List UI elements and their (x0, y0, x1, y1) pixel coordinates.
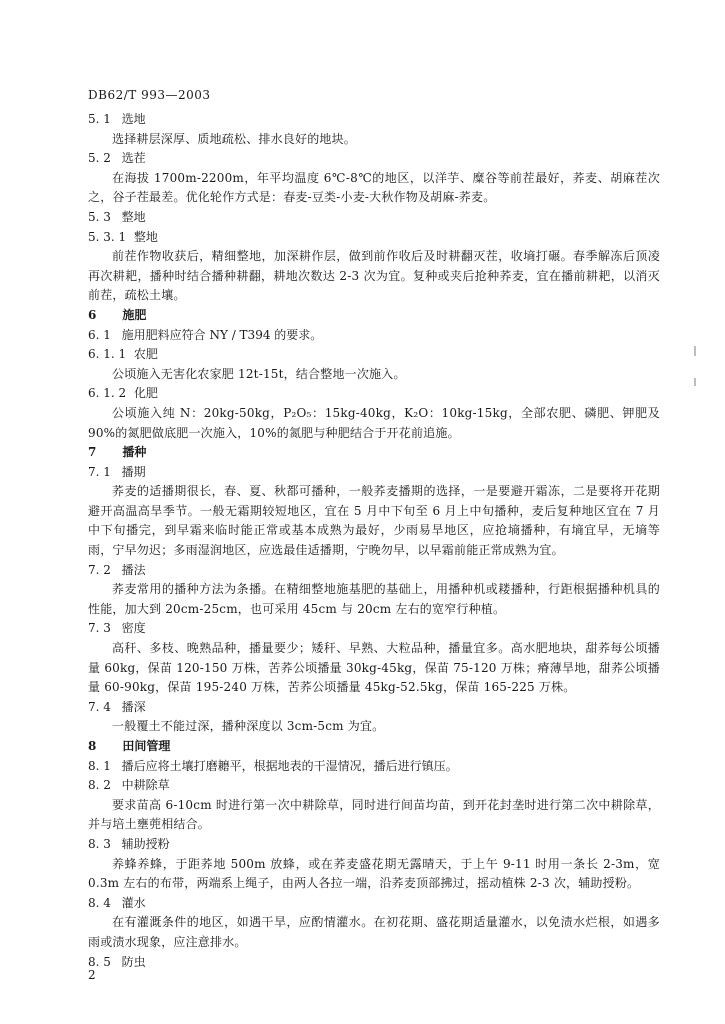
section-heading (88, 208, 660, 228)
document-body (88, 110, 660, 972)
section-title: 施用肥料应符合 NY / T394 的要求。 (121, 327, 323, 342)
section-number: 8. 4 (88, 895, 111, 910)
section-number: 7. 2 (88, 562, 111, 577)
scan-edge-mark (694, 378, 696, 386)
paragraph: 荞麦的适播期很长，春、夏、秋都可播种，一般荞麦播期的选择，一是要避开霜冻，二是要将开花期避开高温高旱季节。一般无霜期较短地区，宜在 5 月中下旬至 6 月上中旬播种，麦后复种地区宜在 7 月中下旬播完，到早霜来临时能正常或基本成熟为最好，少雨易旱地区，应抢墒播种，有墒宜早，无墒等雨，宁早勿迟；多雨湿润地区，应选最佳适播期，宁晚勿早，以早霜前能正常成熟为宜。 (88, 484, 660, 558)
document-code: DB62/T 993—2003 (88, 88, 211, 102)
section-title: 灌水 (121, 895, 146, 910)
paragraph: 养蜂养蜂，于距荞地 500m 放蜂，或在荞麦盛花期无露晴天，于上午 9-11 时用一条长 2-3m，宽 0.3m 左右的布带，两端系上绳子，由两人各拉一端，沿荞麦顶部拂过，摇动植株 2-3 次，辅助授粉。 (88, 856, 660, 891)
section-heading (88, 894, 660, 914)
section-heading (88, 698, 660, 718)
paragraph: 选择耕层深厚、质地疏松、排水良好的地块。 (112, 131, 357, 146)
section-number: 8. 3 (88, 836, 111, 851)
section-title: 整地 (133, 229, 158, 244)
paragraph: 前茬作物收获后，精细整地，加深耕作层，做到前作收后及时耕翻灭茬，收墒打碾。春季解冻后顶凌再次耕耙，播种时结合播种耕翻，耕地次数达 2-3 次为宜。复种或夹后抢种荞麦，宜在播前耕耙，以消灭前茬，疏松土壤。 (88, 249, 660, 303)
paragraph: 高秆、多枝、晚熟品种，播量要少；矮秆、早熟、大粒品种，播量宜多。高水肥地块，甜荞每公顷播量 60kg，保苗 120-150 万株，苦荞公顷播量 30kg-45kg，保苗 75-120 万株；瘠薄旱地，甜荞公顷播量 60-90kg，保苗 195-240 万株，苦荞公顷播量 45kg-52.5kg，保苗 165-225 万株。 (88, 641, 660, 695)
section-heading (88, 149, 660, 169)
section-number: 6. 1. 1 (88, 347, 127, 362)
section-heading (88, 443, 660, 463)
section-heading (88, 835, 660, 855)
section-number: 6 (88, 307, 97, 322)
paragraph: 公顷施入纯 N：20kg-50kg，P₂O₅：15kg-40kg，K₂O：10kg-15kg，全部农肥、磷肥、钾肥及 90%的氮肥做底肥一次施入，10%的氮肥与种肥结合于开花前追施。 (88, 405, 660, 440)
section-title: 播期 (121, 464, 146, 479)
section-number: 8 (88, 739, 97, 753)
section-heading (88, 757, 660, 777)
section-number: 5. 1 (88, 112, 111, 126)
section-title: 密度 (121, 621, 146, 636)
section-heading (88, 463, 660, 483)
section-heading (88, 619, 660, 639)
section-title: 防虫 (121, 954, 146, 969)
section-number: 6. 1. 2 (88, 386, 127, 401)
section-number: 7. 3 (88, 621, 111, 636)
section-number: 6. 1 (88, 327, 111, 342)
section-number: 5. 2 (88, 151, 111, 166)
section-heading (88, 384, 660, 404)
section-heading (88, 306, 660, 326)
section-number: 8. 2 (88, 778, 111, 793)
section-title: 整地 (121, 209, 146, 224)
section-title: 播深 (121, 699, 146, 714)
section-title: 播法 (121, 562, 146, 577)
section-heading (88, 953, 660, 973)
paragraph: 荞麦常用的播种方法为条播。在精细整地施基肥的基础上，用播种机或耧播种，行距根据播种机具的性能，加大到 20cm-25cm，也可采用 45cm 与 20cm 左右的宽窄行种植。 (88, 582, 660, 616)
section-title: 播后应将土壤打磨耱平，根据地表的干湿情况，播后进行镇压。 (121, 758, 458, 773)
scan-edge-mark (694, 346, 696, 356)
section-title: 化肥 (133, 386, 158, 401)
section-title: 选茬 (121, 151, 146, 166)
section-heading (88, 228, 660, 248)
section-number: 5. 3 (88, 209, 111, 224)
paragraph: 要求苗高 6-10cm 时进行第一次中耕除草，同时进行间苗均苗，到开花封垄时进行第二次中耕除草，并与培土壅蔸相结合。 (88, 797, 660, 832)
section-title: 农肥 (133, 347, 158, 362)
paragraph: 公顷施入无害化农家肥 12t-15t，结合整地一次施入。 (112, 366, 406, 381)
section-heading (88, 326, 660, 346)
section-heading (88, 345, 660, 365)
paragraph: 一般覆土不能过深，播种深度以 3cm-5cm 为宜。 (112, 719, 385, 734)
section-number: 7. 1 (88, 464, 111, 479)
section-heading (88, 110, 660, 130)
section-number: 7 (88, 445, 97, 460)
section-title: 播种 (122, 445, 147, 460)
section-heading (88, 737, 660, 757)
paragraph: 在海拔 1700m-2200m，年平均温度 6℃-8℃的地区，以洋芋、糜谷等前茬最好，荞麦、胡麻茬次之，谷子茬最差。优化轮作方式是：春麦-豆类-小麦-大秋作物及胡麻-荞麦。 (88, 170, 660, 205)
section-title: 田间管理 (122, 739, 171, 753)
section-number: 8. 1 (88, 758, 111, 773)
section-number: 8. 5 (88, 954, 111, 969)
section-number: 5. 3. 1 (88, 229, 127, 244)
section-number: 7. 4 (88, 699, 111, 714)
paragraph: 在有灌溉条件的地区，如遇干旱，应酌情灌水。在初花期、盛花期适量灌水，以免渍水烂根，如遇多雨或渍水现象，应注意排水。 (88, 915, 660, 949)
section-title: 中耕除草 (121, 778, 170, 793)
section-title: 选地 (121, 112, 146, 126)
page-number: 2 (88, 968, 96, 982)
section-heading (88, 561, 660, 581)
section-heading (88, 776, 660, 796)
section-title: 施肥 (122, 307, 147, 322)
section-title: 辅助授粉 (121, 836, 170, 851)
